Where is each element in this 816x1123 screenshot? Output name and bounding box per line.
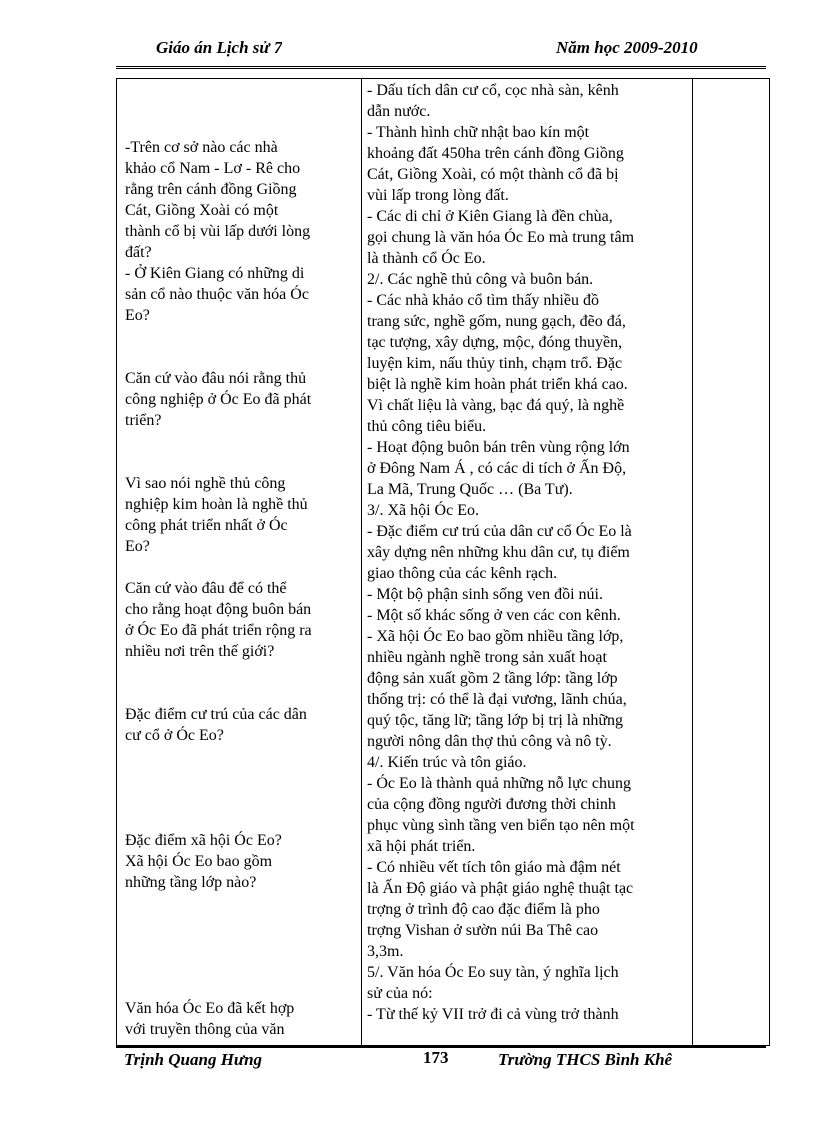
question-line: nghiệp kim hoàn là nghề thủ xyxy=(125,496,308,513)
answer-line: của cộng đồng người đương thời chinh xyxy=(367,796,616,813)
answer-line: là thành cổ Óc Eo. xyxy=(367,250,486,267)
question-line: ở Óc Eo đã phát triển rộng ra xyxy=(125,622,312,639)
question-line: Văn hóa Óc Eo đã kết hợp xyxy=(125,1000,295,1017)
answer-line: giao thông của các kênh rạch. xyxy=(367,565,558,582)
answer-line: - Có nhiều vết tích tôn giáo mà đậm nét xyxy=(367,859,621,876)
answer-line: - Dấu tích dân cư cổ, cọc nhà sàn, kênh xyxy=(367,82,619,99)
question-line: cho rằng hoạt động buôn bán xyxy=(125,601,312,618)
question-line: đất? xyxy=(125,244,152,261)
answer-line: vùi lấp trong lòng đất. xyxy=(367,187,509,204)
answer-line: - Các nhà khảo cổ tìm thấy nhiều đồ xyxy=(367,292,599,309)
header-rule xyxy=(116,66,766,69)
footer-author: Trịnh Quang Hưng xyxy=(124,1050,263,1069)
answer-line: - Óc Eo là thành quả những nỗ lực chung xyxy=(367,775,631,792)
question-line: Căn cứ vào đâu nói rằng thủ xyxy=(125,370,307,387)
answer-line: - Một số khác sống ở ven các con kênh. xyxy=(367,607,621,624)
answer-line: - Từ thế kỷ VII trở đi cả vùng trở thành xyxy=(367,1006,619,1023)
question-line: Vì sao nói nghề thủ công xyxy=(125,475,286,492)
answer-line: sử của nó: xyxy=(367,985,433,1002)
answer-line: Cát, Giồng Xoài, có một thành cổ đã bị xyxy=(367,166,619,183)
question-line: công nghiệp ở Óc Eo đã phát xyxy=(125,391,312,408)
answer-line: nhiều ngành nghề trong sản xuất hoạt xyxy=(367,649,607,666)
answer-line: - Xã hội Óc Eo bao gồm nhiều tầng lớp, xyxy=(367,628,624,645)
answer-line: 5/. Văn hóa Óc Eo suy tàn, ý nghĩa lịch xyxy=(367,964,619,981)
answer-line: xã hội phát triển. xyxy=(367,838,476,855)
answer-line: 3,3m. xyxy=(367,943,404,960)
answer-line: quý tộc, tăng lữ; tầng lớp bị trị là những xyxy=(367,712,623,729)
answer-line: Vì chất liệu là vàng, bạc đá quý, là nghề xyxy=(367,397,625,414)
question-line: cư cổ ở Óc Eo? xyxy=(125,727,224,744)
answer-line: La Mã, Trung Quốc … (Ba Tư). xyxy=(367,481,573,498)
table-row xyxy=(117,79,770,1046)
answer-line: trợng Vishan ở sườn núi Ba Thê cao xyxy=(367,922,599,939)
answer-line: thủ công tiêu biểu. xyxy=(367,418,487,435)
question-line: Eo? xyxy=(125,307,150,324)
question-line: -Trên cơ sở nào các nhà xyxy=(125,139,278,156)
answer-line: - Đặc điểm cư trú của dân cư cổ Óc Eo là xyxy=(367,523,632,540)
question-line: những tầng lớp nào? xyxy=(125,874,257,891)
questions-column xyxy=(117,79,362,1046)
answer-line: xây dựng nên những khu dân cư, tụ điểm xyxy=(367,544,630,561)
question-line: thành cổ bị vùi lấp dưới lòng xyxy=(125,223,311,240)
answers-column xyxy=(362,79,693,1046)
answer-line: - Hoạt động buôn bán trên vùng rộng lớn xyxy=(367,439,630,456)
answer-line: trang sức, nghề gốm, nung gạch, đẽo đá, xyxy=(367,313,626,330)
answer-line: là Ấn Độ giáo và phật giáo nghệ thuật tạc xyxy=(367,880,634,897)
answer-line: 4/. Kiến trúc và tôn giáo. xyxy=(367,754,527,771)
answer-line: - Thành hình chữ nhật bao kín một xyxy=(367,124,590,141)
answer-line: tạc tượng, xây dựng, mộc, đóng thuyền, xyxy=(367,334,623,351)
answer-line: 3/. Xã hội Óc Eo. xyxy=(367,502,479,519)
answer-line: khoảng đất 450ha trên cánh đồng Giồng xyxy=(367,145,624,162)
question-line: công phát triển nhất ở Óc xyxy=(125,517,288,534)
answer-line: ở Đông Nam Á , có các di tích ở Ấn Độ, xyxy=(367,460,627,477)
question-line: Cát, Giồng Xoài có một xyxy=(125,202,279,219)
answer-line: trợng ở trình độ cao đặc điểm là pho xyxy=(367,901,600,918)
question-line: nhiều nơi trên thế giới? xyxy=(125,643,275,660)
question-line: Eo? xyxy=(125,538,150,555)
question-line: với truyền thông của văn xyxy=(125,1021,285,1038)
header-school-year: Năm học 2009-2010 xyxy=(556,38,698,57)
lesson-table xyxy=(116,78,770,1046)
question-line: Xã hội Óc Eo bao gồm xyxy=(125,853,273,870)
question-line: rằng trên cánh đồng Giồng xyxy=(125,181,297,198)
answer-line: - Các di chỉ ở Kiên Giang là đền chùa, xyxy=(367,208,613,225)
answer-line: thống trị: có thể là đại vương, lãnh chúa, xyxy=(367,691,627,708)
header-subject: Giáo án Lịch sử 7 xyxy=(156,38,283,57)
question-line: sản cổ nào thuộc văn hóa Óc xyxy=(125,286,309,303)
answer-line: động sản xuất gồm 2 tầng lớp: tầng lớp xyxy=(367,670,618,687)
question-line: khảo cổ Nam - Lơ - Rê cho xyxy=(125,160,301,177)
answer-line: dẫn nước. xyxy=(367,103,431,120)
answer-line: biệt là nghề kim hoàn phát triển khá cao. xyxy=(367,376,628,393)
question-line: Căn cứ vào đâu để có thể xyxy=(125,580,287,597)
page-number: 173 xyxy=(423,1048,449,1067)
question-line: Đặc điểm xã hội Óc Eo? xyxy=(125,832,282,849)
answer-line: 2/. Các nghề thủ công và buôn bán. xyxy=(367,271,594,288)
footer-school: Trường THCS Bình Khê xyxy=(498,1050,673,1069)
question-line: Đặc điểm cư trú của các dân xyxy=(125,706,307,723)
answer-line: gọi chung là văn hóa Óc Eo mà trung tâm xyxy=(367,229,635,246)
answer-line: luyện kim, nấu thủy tinh, chạm trổ. Đặc xyxy=(367,355,623,372)
question-line: - Ở Kiên Giang có những di xyxy=(125,265,305,282)
notes-column xyxy=(693,79,770,1046)
answer-line: người nông dân thợ thủ công và nô tỳ. xyxy=(367,733,612,750)
answer-line: phục vùng sình tầng ven biển tạo nên một xyxy=(367,817,635,834)
answer-line: - Một bộ phận sinh sống ven đồi núi. xyxy=(367,586,603,603)
question-line: triển? xyxy=(125,412,162,429)
